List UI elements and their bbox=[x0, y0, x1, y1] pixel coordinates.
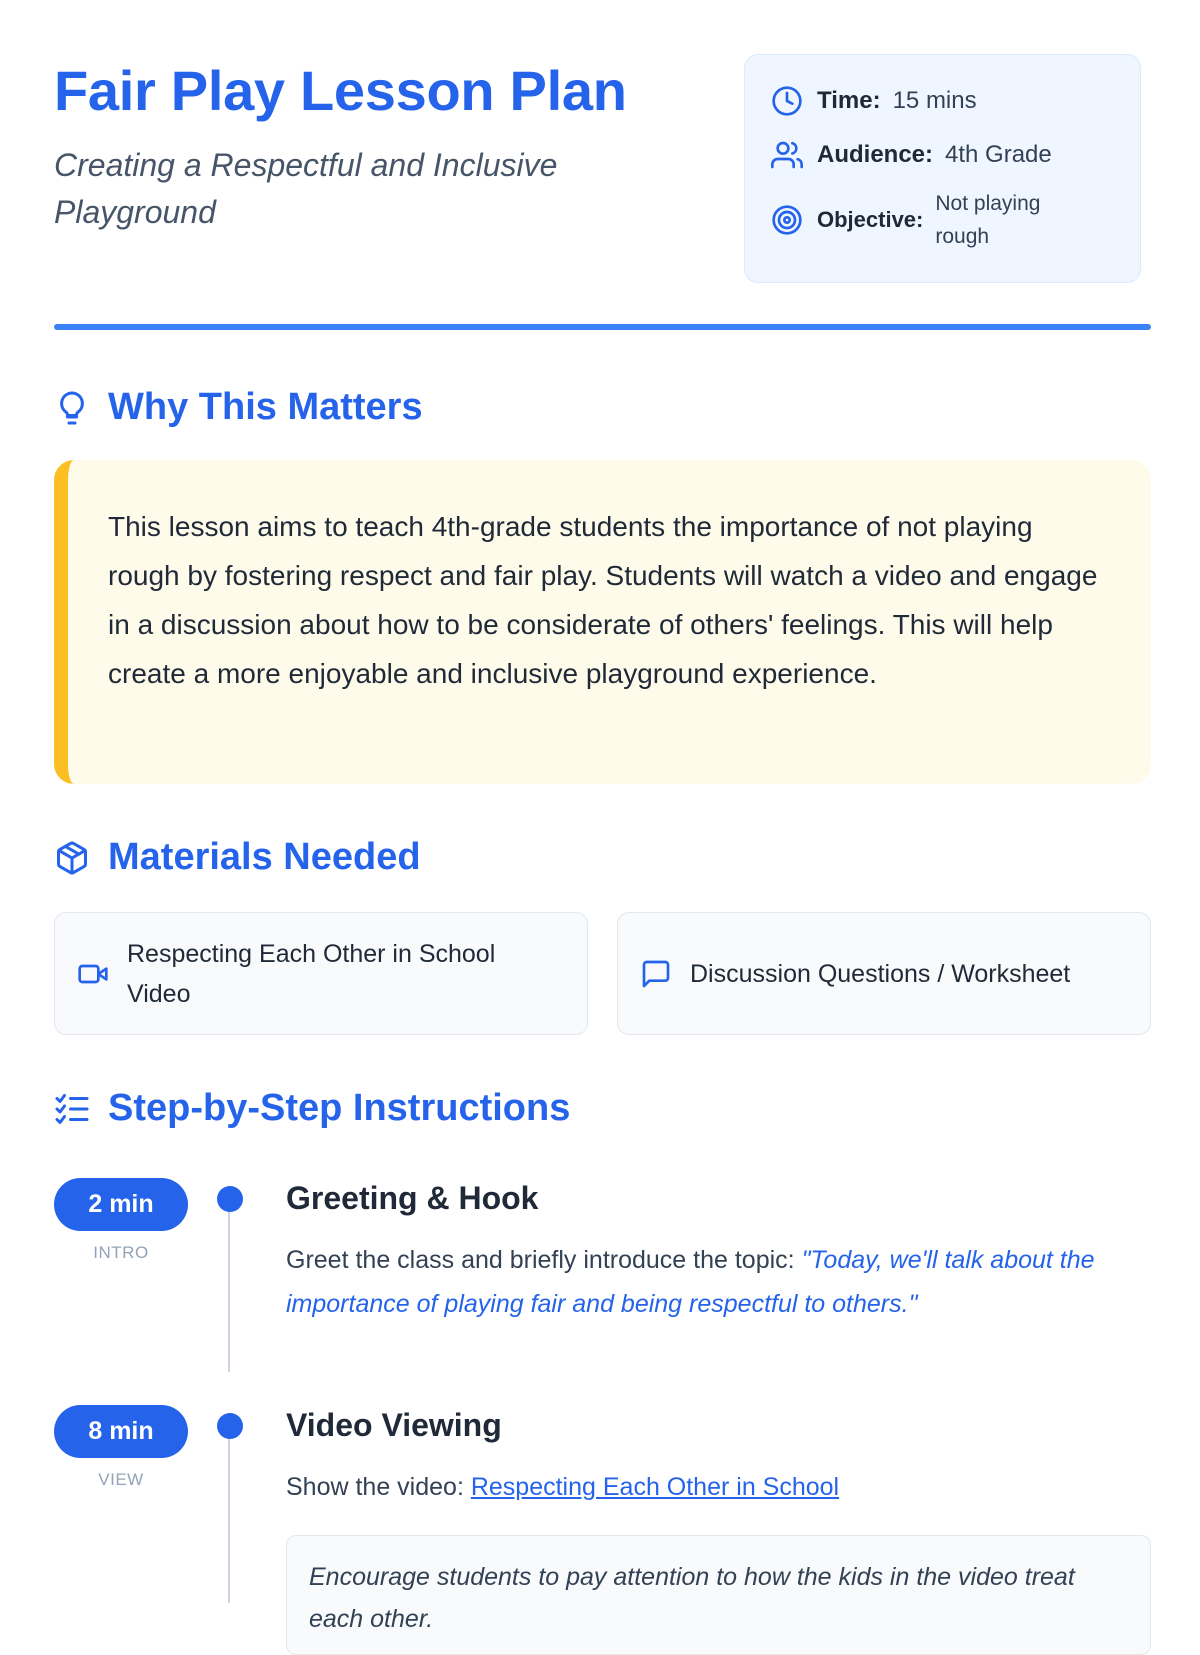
step-text bbox=[286, 1238, 1146, 1326]
timeline-line bbox=[228, 1186, 230, 1372]
header-divider bbox=[54, 324, 1151, 330]
timeline-line bbox=[228, 1413, 230, 1603]
step-note: Encourage students to pay attention to how the kids in the video treat each other. bbox=[286, 1535, 1151, 1655]
info-objective bbox=[771, 187, 1065, 253]
materials-heading bbox=[54, 836, 421, 879]
users-icon bbox=[771, 139, 803, 171]
target-icon bbox=[771, 204, 803, 236]
clock-icon bbox=[771, 85, 803, 117]
timeline-dot bbox=[217, 1186, 243, 1212]
step-video bbox=[54, 1405, 1151, 1633]
audience-label: Audience: bbox=[817, 141, 934, 168]
chat-icon bbox=[640, 958, 672, 990]
page-subtitle: Creating a Respectful and Inclusive Playground bbox=[54, 147, 558, 230]
audience-value: 4th Grade bbox=[945, 141, 1052, 168]
phase-label: VIEW bbox=[98, 1470, 144, 1489]
material-label: Respecting Each Other in School Video bbox=[127, 939, 496, 1008]
header bbox=[54, 0, 1124, 330]
time-value: 15 mins bbox=[892, 87, 977, 114]
step-text-lead: Show the video: bbox=[286, 1473, 471, 1501]
lesson-info-card bbox=[744, 54, 1141, 283]
instructions-heading bbox=[54, 1087, 570, 1130]
why-callout bbox=[54, 460, 1151, 784]
video-link[interactable]: Respecting Each Other in School bbox=[470, 1473, 840, 1501]
material-item-worksheet bbox=[617, 912, 1151, 1035]
why-heading bbox=[54, 386, 423, 429]
objective-label: Objective: bbox=[817, 207, 924, 232]
timeline-dot bbox=[217, 1413, 243, 1439]
video-icon bbox=[77, 958, 109, 990]
package-icon bbox=[54, 840, 90, 876]
duration-badge: 8 min bbox=[54, 1405, 188, 1458]
step-text bbox=[286, 1465, 1146, 1509]
step-title: Greeting & Hook bbox=[286, 1180, 539, 1216]
why-heading-text: Why This Matters bbox=[108, 386, 423, 428]
instructions-heading-text: Step-by-Step Instructions bbox=[108, 1087, 571, 1129]
duration-badge: 2 min bbox=[54, 1178, 188, 1231]
materials-heading-text: Materials Needed bbox=[108, 836, 421, 878]
phase-label: INTRO bbox=[93, 1243, 149, 1262]
material-label: Discussion Questions / Worksheet bbox=[690, 959, 1071, 988]
step-title: Video Viewing bbox=[286, 1407, 502, 1443]
step-greeting bbox=[54, 1178, 1151, 1378]
time-label: Time: bbox=[817, 87, 881, 114]
step-text-lead: Greet the class and briefly introduce the topic: bbox=[286, 1246, 802, 1274]
material-item-video bbox=[54, 912, 588, 1035]
why-body: This lesson aims to teach 4th-grade students the importance of not playing rough by fostering respect and fair play. Students will watch a video and engage in a discussion about how to be considerate of others' feelings. This will help create a more enjoyable and inclusive playground experience. bbox=[108, 511, 1098, 689]
info-audience bbox=[771, 139, 1052, 171]
info-time bbox=[771, 85, 977, 117]
page-title: Fair Play Lesson Plan bbox=[54, 59, 627, 122]
lightbulb-icon bbox=[54, 390, 90, 426]
checklist-icon bbox=[54, 1091, 90, 1127]
step-quote: "Today, we'll talk about the importance of playing fair and being respectful to others." bbox=[286, 1246, 1095, 1318]
objective-value: Not playing rough bbox=[935, 192, 1041, 248]
